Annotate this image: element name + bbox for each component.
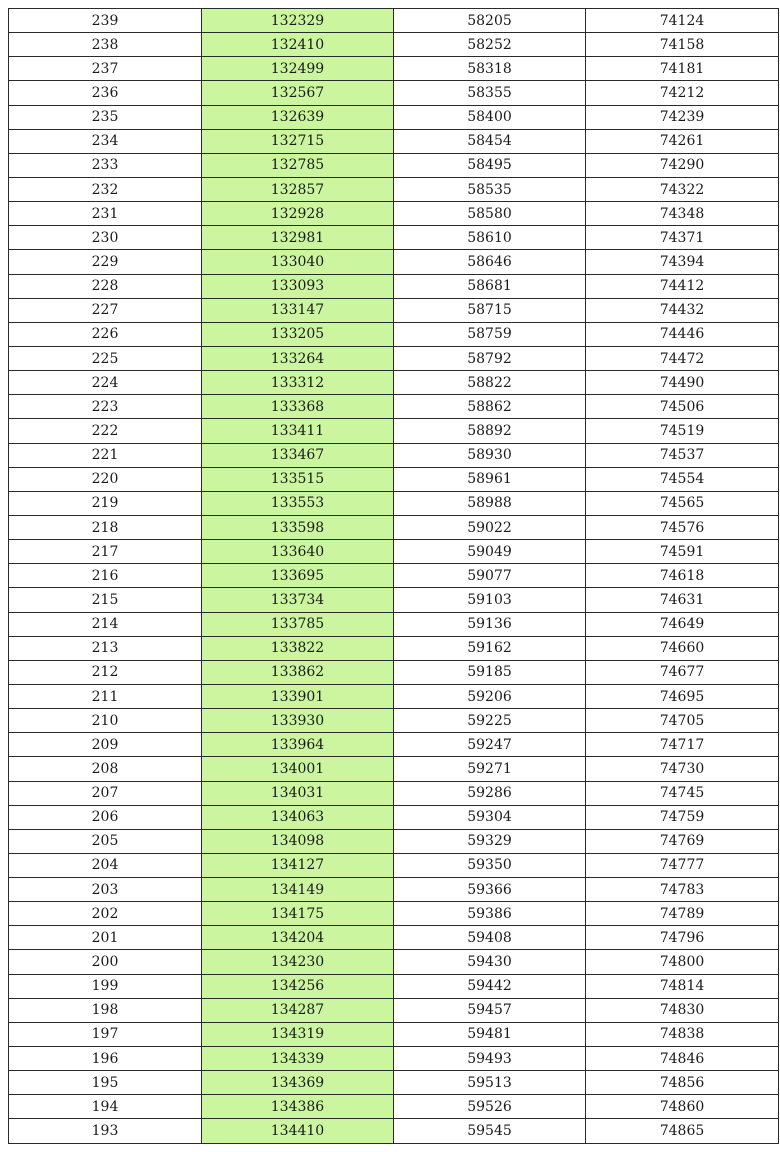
table-row xyxy=(9,974,779,998)
table-cell-col-2: 58610 xyxy=(394,226,586,250)
table-row xyxy=(9,515,779,539)
table-row xyxy=(9,346,779,370)
table-cell-col-2: 58318 xyxy=(394,57,586,81)
table-cell-col-2: 58646 xyxy=(394,250,586,274)
table-cell-col-3: 74783 xyxy=(586,878,779,902)
table-cell-col-1: 133862 xyxy=(202,660,394,684)
table-cell-col-1: 132329 xyxy=(202,9,394,33)
table-row xyxy=(9,853,779,877)
table-cell-col-0: 229 xyxy=(9,250,202,274)
table-cell-col-0: 201 xyxy=(9,926,202,950)
table-cell-col-2: 59545 xyxy=(394,1119,586,1143)
table-cell-col-2: 58715 xyxy=(394,298,586,322)
table-cell-col-3: 74212 xyxy=(586,81,779,105)
table-cell-col-1: 134319 xyxy=(202,1022,394,1046)
table-row xyxy=(9,467,779,491)
table-cell-col-3: 74591 xyxy=(586,540,779,564)
table-cell-col-3: 74814 xyxy=(586,974,779,998)
table-cell-col-0: 228 xyxy=(9,274,202,298)
table-cell-col-2: 59049 xyxy=(394,540,586,564)
table-row xyxy=(9,1047,779,1071)
table-cell-col-1: 134063 xyxy=(202,805,394,829)
table-cell-col-1: 133598 xyxy=(202,515,394,539)
table-cell-col-0: 200 xyxy=(9,950,202,974)
table-cell-col-3: 74631 xyxy=(586,588,779,612)
table-row xyxy=(9,153,779,177)
table-cell-col-1: 132410 xyxy=(202,33,394,57)
table-cell-col-0: 206 xyxy=(9,805,202,829)
table-cell-col-0: 215 xyxy=(9,588,202,612)
table-cell-col-0: 203 xyxy=(9,878,202,902)
table-row xyxy=(9,757,779,781)
table-cell-col-0: 199 xyxy=(9,974,202,998)
table-cell-col-2: 58930 xyxy=(394,443,586,467)
table-cell-col-0: 233 xyxy=(9,153,202,177)
table-cell-col-1: 132567 xyxy=(202,81,394,105)
table-cell-col-1: 132785 xyxy=(202,153,394,177)
table-cell-col-2: 59386 xyxy=(394,902,586,926)
table-cell-col-2: 59408 xyxy=(394,926,586,950)
table-cell-col-1: 132715 xyxy=(202,129,394,153)
table-cell-col-1: 133640 xyxy=(202,540,394,564)
table-cell-col-1: 132639 xyxy=(202,105,394,129)
table-row xyxy=(9,9,779,33)
table-cell-col-2: 58535 xyxy=(394,177,586,201)
table-cell-col-3: 74506 xyxy=(586,395,779,419)
table-row xyxy=(9,57,779,81)
table-cell-col-2: 59493 xyxy=(394,1047,586,1071)
table-cell-col-3: 74565 xyxy=(586,491,779,515)
table-row xyxy=(9,1119,779,1143)
table-cell-col-2: 59430 xyxy=(394,950,586,974)
table-row xyxy=(9,660,779,684)
table-cell-col-0: 237 xyxy=(9,57,202,81)
table-cell-col-2: 58454 xyxy=(394,129,586,153)
table-row xyxy=(9,177,779,201)
table-cell-col-0: 235 xyxy=(9,105,202,129)
table-cell-col-2: 59481 xyxy=(394,1022,586,1046)
table-cell-col-0: 234 xyxy=(9,129,202,153)
table-cell-col-3: 74705 xyxy=(586,709,779,733)
table-cell-col-3: 74865 xyxy=(586,1119,779,1143)
table-row xyxy=(9,564,779,588)
table-row xyxy=(9,540,779,564)
table-cell-col-0: 219 xyxy=(9,491,202,515)
table-cell-col-2: 59077 xyxy=(394,564,586,588)
table-cell-col-1: 132928 xyxy=(202,202,394,226)
table-cell-col-3: 74290 xyxy=(586,153,779,177)
table-cell-col-1: 134386 xyxy=(202,1095,394,1119)
table-cell-col-0: 208 xyxy=(9,757,202,781)
table-cell-col-3: 74519 xyxy=(586,419,779,443)
table-cell-col-1: 133930 xyxy=(202,709,394,733)
table-cell-col-0: 223 xyxy=(9,395,202,419)
table-cell-col-0: 202 xyxy=(9,902,202,926)
table-cell-col-0: 239 xyxy=(9,9,202,33)
table-cell-col-3: 74322 xyxy=(586,177,779,201)
table-cell-col-2: 58400 xyxy=(394,105,586,129)
table-cell-col-1: 133734 xyxy=(202,588,394,612)
table-cell-col-3: 74261 xyxy=(586,129,779,153)
table-cell-col-3: 74618 xyxy=(586,564,779,588)
table-cell-col-1: 133515 xyxy=(202,467,394,491)
table-cell-col-3: 74490 xyxy=(586,371,779,395)
table-row xyxy=(9,1022,779,1046)
table-cell-col-3: 74860 xyxy=(586,1095,779,1119)
table-cell-col-0: 225 xyxy=(9,346,202,370)
table-cell-col-3: 74695 xyxy=(586,684,779,708)
table-cell-col-0: 216 xyxy=(9,564,202,588)
table-cell-col-3: 74730 xyxy=(586,757,779,781)
table-cell-col-0: 238 xyxy=(9,33,202,57)
table-cell-col-1: 134175 xyxy=(202,902,394,926)
table-cell-col-3: 74759 xyxy=(586,805,779,829)
table-cell-col-0: 213 xyxy=(9,636,202,660)
table-cell-col-2: 59271 xyxy=(394,757,586,781)
table-cell-col-0: 197 xyxy=(9,1022,202,1046)
table-cell-col-3: 74348 xyxy=(586,202,779,226)
table-cell-col-1: 133147 xyxy=(202,298,394,322)
table-cell-col-2: 58961 xyxy=(394,467,586,491)
table-row xyxy=(9,805,779,829)
table-cell-col-0: 214 xyxy=(9,612,202,636)
table-cell-col-2: 59022 xyxy=(394,515,586,539)
table-cell-col-3: 74412 xyxy=(586,274,779,298)
table-row xyxy=(9,395,779,419)
table-row xyxy=(9,419,779,443)
table-cell-col-1: 133312 xyxy=(202,371,394,395)
table-cell-col-1: 134149 xyxy=(202,878,394,902)
table-row xyxy=(9,81,779,105)
table-cell-col-1: 133264 xyxy=(202,346,394,370)
table-cell-col-0: 204 xyxy=(9,853,202,877)
table-cell-col-1: 134204 xyxy=(202,926,394,950)
table-cell-col-1: 133093 xyxy=(202,274,394,298)
table-cell-col-2: 58988 xyxy=(394,491,586,515)
table-cell-col-3: 74124 xyxy=(586,9,779,33)
table-row xyxy=(9,33,779,57)
table-cell-col-2: 59185 xyxy=(394,660,586,684)
table-cell-col-3: 74537 xyxy=(586,443,779,467)
table-cell-col-2: 59206 xyxy=(394,684,586,708)
table-cell-col-2: 59247 xyxy=(394,733,586,757)
table-row xyxy=(9,829,779,853)
table-cell-col-2: 58792 xyxy=(394,346,586,370)
table-row xyxy=(9,781,779,805)
table-row xyxy=(9,684,779,708)
table-cell-col-1: 133822 xyxy=(202,636,394,660)
table-row xyxy=(9,443,779,467)
table-cell-col-1: 133785 xyxy=(202,612,394,636)
table-row xyxy=(9,998,779,1022)
table-cell-col-1: 133964 xyxy=(202,733,394,757)
table-cell-col-2: 58681 xyxy=(394,274,586,298)
table-cell-col-0: 230 xyxy=(9,226,202,250)
table-cell-col-3: 74846 xyxy=(586,1047,779,1071)
table-row xyxy=(9,491,779,515)
table-cell-col-2: 58252 xyxy=(394,33,586,57)
table-cell-col-0: 212 xyxy=(9,660,202,684)
table-cell-col-2: 59442 xyxy=(394,974,586,998)
table-cell-col-1: 132857 xyxy=(202,177,394,201)
table-row xyxy=(9,588,779,612)
score-distribution-sheet xyxy=(8,8,778,1144)
table-cell-col-1: 134098 xyxy=(202,829,394,853)
table-cell-col-0: 236 xyxy=(9,81,202,105)
table-cell-col-1: 132981 xyxy=(202,226,394,250)
table-row xyxy=(9,202,779,226)
table-row xyxy=(9,274,779,298)
table-cell-col-0: 220 xyxy=(9,467,202,491)
table-cell-col-2: 58580 xyxy=(394,202,586,226)
table-cell-col-2: 59329 xyxy=(394,829,586,853)
table-cell-col-3: 74800 xyxy=(586,950,779,974)
score-distribution-table xyxy=(8,8,779,1144)
table-cell-col-0: 231 xyxy=(9,202,202,226)
table-cell-col-2: 59526 xyxy=(394,1095,586,1119)
table-row xyxy=(9,250,779,274)
table-cell-col-3: 74717 xyxy=(586,733,779,757)
table-cell-col-3: 74649 xyxy=(586,612,779,636)
table-cell-col-3: 74239 xyxy=(586,105,779,129)
table-cell-col-1: 134410 xyxy=(202,1119,394,1143)
table-cell-col-3: 74745 xyxy=(586,781,779,805)
table-row xyxy=(9,1095,779,1119)
table-cell-col-1: 134369 xyxy=(202,1071,394,1095)
table-cell-col-1: 134001 xyxy=(202,757,394,781)
table-cell-col-0: 221 xyxy=(9,443,202,467)
table-cell-col-3: 74777 xyxy=(586,853,779,877)
table-cell-col-0: 218 xyxy=(9,515,202,539)
table-cell-col-2: 59366 xyxy=(394,878,586,902)
table-cell-col-2: 59225 xyxy=(394,709,586,733)
table-cell-col-0: 209 xyxy=(9,733,202,757)
table-cell-col-3: 74472 xyxy=(586,346,779,370)
table-cell-col-1: 134230 xyxy=(202,950,394,974)
table-row xyxy=(9,612,779,636)
table-cell-col-1: 132499 xyxy=(202,57,394,81)
table-cell-col-2: 59350 xyxy=(394,853,586,877)
table-cell-col-1: 133411 xyxy=(202,419,394,443)
table-cell-col-2: 58355 xyxy=(394,81,586,105)
table-cell-col-3: 74446 xyxy=(586,322,779,346)
table-cell-col-3: 74576 xyxy=(586,515,779,539)
table-cell-col-2: 58759 xyxy=(394,322,586,346)
table-cell-col-1: 134031 xyxy=(202,781,394,805)
table-cell-col-2: 59286 xyxy=(394,781,586,805)
table-cell-col-3: 74769 xyxy=(586,829,779,853)
table-cell-col-0: 210 xyxy=(9,709,202,733)
table-row xyxy=(9,298,779,322)
table-row xyxy=(9,371,779,395)
table-cell-col-3: 74432 xyxy=(586,298,779,322)
table-cell-col-3: 74830 xyxy=(586,998,779,1022)
table-cell-col-0: 226 xyxy=(9,322,202,346)
table-cell-col-0: 205 xyxy=(9,829,202,853)
table-row xyxy=(9,636,779,660)
table-cell-col-3: 74796 xyxy=(586,926,779,950)
table-cell-col-0: 227 xyxy=(9,298,202,322)
table-row xyxy=(9,878,779,902)
table-row xyxy=(9,105,779,129)
table-cell-col-1: 133467 xyxy=(202,443,394,467)
table-cell-col-1: 134256 xyxy=(202,974,394,998)
table-cell-col-1: 134127 xyxy=(202,853,394,877)
table-cell-col-3: 74554 xyxy=(586,467,779,491)
table-cell-col-3: 74371 xyxy=(586,226,779,250)
table-cell-col-2: 59457 xyxy=(394,998,586,1022)
table-cell-col-2: 59103 xyxy=(394,588,586,612)
table-cell-col-1: 133205 xyxy=(202,322,394,346)
table-cell-col-3: 74856 xyxy=(586,1071,779,1095)
table-cell-col-2: 58495 xyxy=(394,153,586,177)
table-row xyxy=(9,322,779,346)
table-cell-col-2: 59513 xyxy=(394,1071,586,1095)
table-row xyxy=(9,129,779,153)
table-cell-col-1: 133553 xyxy=(202,491,394,515)
table-cell-col-1: 134339 xyxy=(202,1047,394,1071)
table-cell-col-3: 74789 xyxy=(586,902,779,926)
table-cell-col-0: 222 xyxy=(9,419,202,443)
table-cell-col-3: 74677 xyxy=(586,660,779,684)
table-cell-col-2: 59136 xyxy=(394,612,586,636)
table-cell-col-3: 74158 xyxy=(586,33,779,57)
table-cell-col-3: 74394 xyxy=(586,250,779,274)
table-cell-col-3: 74838 xyxy=(586,1022,779,1046)
table-cell-col-2: 59304 xyxy=(394,805,586,829)
table-cell-col-1: 133368 xyxy=(202,395,394,419)
table-cell-col-2: 58892 xyxy=(394,419,586,443)
table-cell-col-1: 134287 xyxy=(202,998,394,1022)
table-cell-col-0: 224 xyxy=(9,371,202,395)
table-cell-col-2: 59162 xyxy=(394,636,586,660)
table-body xyxy=(9,9,779,1144)
table-row xyxy=(9,926,779,950)
table-cell-col-0: 232 xyxy=(9,177,202,201)
table-cell-col-3: 74660 xyxy=(586,636,779,660)
table-cell-col-0: 211 xyxy=(9,684,202,708)
table-cell-col-0: 196 xyxy=(9,1047,202,1071)
table-cell-col-0: 217 xyxy=(9,540,202,564)
table-cell-col-1: 133695 xyxy=(202,564,394,588)
table-row xyxy=(9,709,779,733)
table-cell-col-0: 195 xyxy=(9,1071,202,1095)
table-cell-col-2: 58205 xyxy=(394,9,586,33)
table-cell-col-0: 193 xyxy=(9,1119,202,1143)
table-cell-col-0: 198 xyxy=(9,998,202,1022)
table-cell-col-1: 133040 xyxy=(202,250,394,274)
table-cell-col-0: 194 xyxy=(9,1095,202,1119)
table-row xyxy=(9,1071,779,1095)
table-cell-col-2: 58822 xyxy=(394,371,586,395)
table-cell-col-3: 74181 xyxy=(586,57,779,81)
table-cell-col-1: 133901 xyxy=(202,684,394,708)
table-row xyxy=(9,950,779,974)
table-row xyxy=(9,902,779,926)
table-cell-col-2: 58862 xyxy=(394,395,586,419)
table-row xyxy=(9,733,779,757)
table-row xyxy=(9,226,779,250)
table-cell-col-0: 207 xyxy=(9,781,202,805)
